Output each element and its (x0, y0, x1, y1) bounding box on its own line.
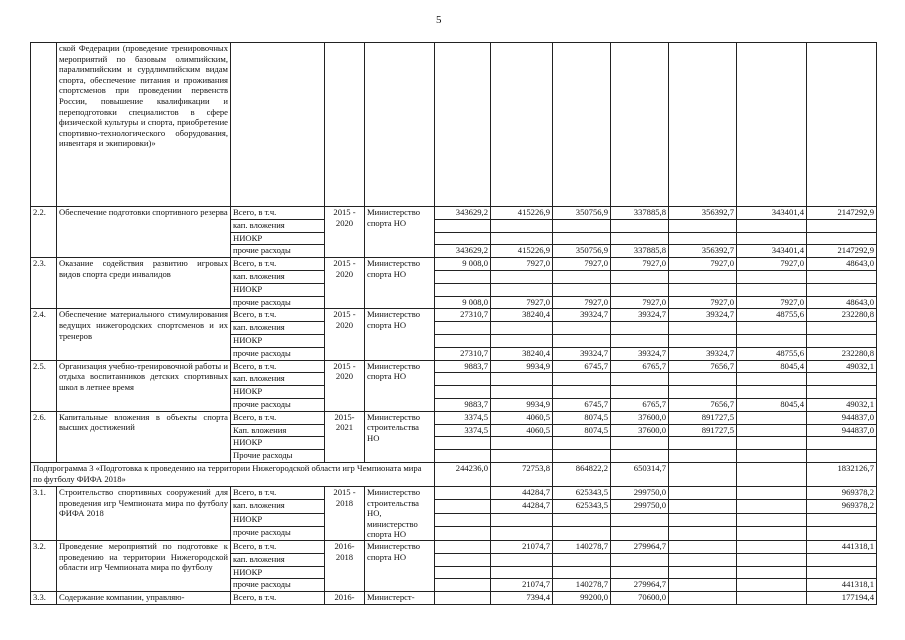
expense-type: кап. вложения (231, 553, 325, 566)
item-number: 2.6. (31, 411, 57, 462)
amount-cell: 8045,4 (737, 360, 807, 373)
amount-cell (669, 373, 737, 386)
amount-cell: 7927,0 (553, 258, 611, 271)
amount-cell (435, 437, 491, 450)
amount-cell: 48643,0 (807, 258, 877, 271)
item-executor: Министерство спорта НО (365, 540, 435, 591)
expense-type: прочие расходы (231, 398, 325, 411)
amount-cell: 8045,4 (737, 398, 807, 411)
amount-cell: 279964,7 (611, 540, 669, 553)
table-row (31, 360, 877, 373)
amount-cell (491, 566, 553, 579)
item-executor: Министерст- (365, 592, 435, 605)
amount-cell: 7927,0 (491, 258, 553, 271)
amount-cell (669, 232, 737, 245)
expense-type: Всего, в т.ч. (231, 411, 325, 424)
amount-cell: 441318,1 (807, 579, 877, 592)
amount-cell (611, 527, 669, 541)
amount-cell (737, 219, 807, 232)
amount-cell (807, 270, 877, 283)
amount-cell (491, 219, 553, 232)
amount-cell (491, 437, 553, 450)
table-row (31, 309, 877, 322)
amount-cell (553, 232, 611, 245)
expense-type: НИОКР (231, 334, 325, 347)
amount-cell (611, 566, 669, 579)
amount-cell: 49032,1 (807, 398, 877, 411)
item-executor: Министерство строительства НО (365, 411, 435, 462)
amount-cell (553, 513, 611, 526)
amount-cell: 27310,7 (435, 309, 491, 322)
amount-cell: 9 008,0 (435, 296, 491, 309)
amount-cell (435, 513, 491, 526)
amount-cell (669, 462, 737, 486)
amount-cell: 7927,0 (491, 296, 553, 309)
amount-cell: 70600,0 (611, 592, 669, 605)
expense-type: прочие расходы (231, 245, 325, 258)
amount-cell (737, 553, 807, 566)
amount-cell (807, 386, 877, 399)
amount-cell (737, 270, 807, 283)
amount-cell (553, 322, 611, 335)
item-number: 2.4. (31, 309, 57, 360)
amount-cell (669, 527, 737, 541)
amount-cell: 7394,4 (491, 592, 553, 605)
amount-cell: 8074,5 (553, 424, 611, 437)
expense-type: Кап. вложения (231, 424, 325, 437)
table-row (31, 592, 877, 605)
amount-cell (669, 486, 737, 499)
amount-cell: 441318,1 (807, 540, 877, 553)
expense-type: кап. вложения (231, 219, 325, 232)
expense-type: НИОКР (231, 232, 325, 245)
amount-cell (435, 486, 491, 499)
amount-cell (435, 270, 491, 283)
amount-cell (435, 450, 491, 463)
amount-cell (807, 566, 877, 579)
amount-cell (737, 592, 807, 605)
amount-cell (737, 373, 807, 386)
amount-cell (737, 386, 807, 399)
item-period: 2015 - 2020 (325, 360, 365, 411)
amount-cell (669, 579, 737, 592)
amount-cell (491, 386, 553, 399)
amount-cell: 337885,8 (611, 245, 669, 258)
amount-cell: 3374,5 (435, 411, 491, 424)
amount-cell (669, 500, 737, 513)
amount-cell: 944837,0 (807, 424, 877, 437)
program-table (30, 42, 877, 605)
amount-cell: 7656,7 (669, 360, 737, 373)
table-row (31, 258, 877, 271)
expense-type: кап. вложения (231, 373, 325, 386)
amount-cell (737, 527, 807, 541)
amount-cell (611, 513, 669, 526)
amount-cell: 39324,7 (669, 347, 737, 360)
item-number: 2.3. (31, 258, 57, 309)
amount-cell (807, 334, 877, 347)
expense-type: НИОКР (231, 283, 325, 296)
amount-cell: 969378,2 (807, 486, 877, 499)
amount-cell (553, 437, 611, 450)
amount-cell: 177194,4 (807, 592, 877, 605)
amount-cell (553, 219, 611, 232)
amount-cell: 9883,7 (435, 360, 491, 373)
expense-type: прочие расходы (231, 296, 325, 309)
amount-cell (737, 232, 807, 245)
item-period: 2015 - 2018 (325, 486, 365, 540)
amount-cell: 7927,0 (669, 258, 737, 271)
expense-type: НИОКР (231, 513, 325, 526)
amount-cell (737, 462, 807, 486)
amount-cell: 48755,6 (737, 347, 807, 360)
amount-cell (737, 424, 807, 437)
amount-cell: 9883,7 (435, 398, 491, 411)
expense-type: кап. вложения (231, 270, 325, 283)
table-row (31, 486, 877, 499)
amount-cell (669, 334, 737, 347)
amount-cell: 4060,5 (491, 411, 553, 424)
amount-cell (435, 283, 491, 296)
amount-cell (611, 386, 669, 399)
amount-cell: 9 008,0 (435, 258, 491, 271)
amount-cell (807, 219, 877, 232)
amount-cell (737, 540, 807, 553)
amount-cell: 9934,9 (491, 398, 553, 411)
amount-cell (737, 566, 807, 579)
amount-cell (807, 232, 877, 245)
subprogram-title: Подпрограмма 3 «Подготовка к проведению на территории Нижегородской области игр Чемпионата мира по футболу ФИФА 2018» (31, 462, 435, 486)
amount-cell: 140278,7 (553, 579, 611, 592)
amount-cell (553, 270, 611, 283)
amount-cell (435, 579, 491, 592)
amount-cell (611, 322, 669, 335)
amount-cell: 6745,7 (553, 360, 611, 373)
amount-cell (669, 270, 737, 283)
amount-cell: 969378,2 (807, 500, 877, 513)
amount-cell (491, 322, 553, 335)
amount-cell: 232280,8 (807, 347, 877, 360)
amount-cell (807, 553, 877, 566)
item-period: 2015 - 2020 (325, 207, 365, 258)
amount-cell (435, 334, 491, 347)
amount-cell: 3374,5 (435, 424, 491, 437)
expense-type: НИОКР (231, 566, 325, 579)
amount-cell (669, 553, 737, 566)
amount-cell (553, 553, 611, 566)
amount-cell: 39324,7 (611, 309, 669, 322)
amount-cell: 891727,5 (669, 424, 737, 437)
amount-cell (435, 540, 491, 553)
amount-cell: 650314,7 (611, 462, 669, 486)
amount-cell (435, 373, 491, 386)
amount-cell (553, 566, 611, 579)
amount-cell: 72753,8 (491, 462, 553, 486)
table-row (31, 540, 877, 553)
item-period: 2016-2018 (325, 540, 365, 591)
amount-cell: 356392,7 (669, 245, 737, 258)
amount-cell: 38240,4 (491, 347, 553, 360)
amount-cell (737, 486, 807, 499)
amount-cell (435, 553, 491, 566)
amount-cell: 343401,4 (737, 207, 807, 220)
amount-cell: 8074,5 (553, 411, 611, 424)
amount-cell (435, 322, 491, 335)
amount-cell: 350756,9 (553, 245, 611, 258)
amount-cell (807, 373, 877, 386)
amount-cell (669, 283, 737, 296)
amount-cell (491, 527, 553, 541)
item-number: 3.2. (31, 540, 57, 591)
amount-cell (807, 437, 877, 450)
table-body (31, 43, 877, 605)
amount-cell: 7927,0 (611, 258, 669, 271)
amount-cell (807, 527, 877, 541)
expense-type: Всего, в т.ч. (231, 540, 325, 553)
amount-cell (491, 334, 553, 347)
amount-cell: 6765,7 (611, 360, 669, 373)
amount-cell: 244236,0 (435, 462, 491, 486)
amount-cell (491, 283, 553, 296)
amount-cell: 21074,7 (491, 579, 553, 592)
amount-cell: 140278,7 (553, 540, 611, 553)
amount-cell (807, 322, 877, 335)
amount-cell: 44284,7 (491, 486, 553, 499)
amount-cell (435, 500, 491, 513)
amount-cell: 299750,0 (611, 500, 669, 513)
item-number: 3.3. (31, 592, 57, 605)
item-name: Оказание содействия развитию игровых видов спорта среди инвалидов (57, 258, 231, 309)
amount-cell: 4060,5 (491, 424, 553, 437)
amount-cell: 343629,2 (435, 245, 491, 258)
amount-cell: 7927,0 (737, 258, 807, 271)
amount-cell: 48755,6 (737, 309, 807, 322)
item-name: Организация учебно-тренировочной работы и отдыха воспитанников детских спортивных школ в летнее время (57, 360, 231, 411)
item-name: Обеспечение подготовки спортивного резерва (57, 207, 231, 258)
amount-cell (669, 513, 737, 526)
amount-cell (737, 334, 807, 347)
amount-cell: 48643,0 (807, 296, 877, 309)
amount-cell: 39324,7 (553, 309, 611, 322)
amount-cell (491, 553, 553, 566)
amount-cell: 7927,0 (611, 296, 669, 309)
amount-cell (435, 232, 491, 245)
expense-type: Прочие расходы (231, 450, 325, 463)
amount-cell: 415226,9 (491, 207, 553, 220)
amount-cell: 37600,0 (611, 411, 669, 424)
item-name: Капитальные вложения в объекты спорта высших достижений (57, 411, 231, 462)
amount-cell: 27310,7 (435, 347, 491, 360)
amount-cell (491, 232, 553, 245)
amount-cell (435, 527, 491, 541)
amount-cell: 9934,9 (491, 360, 553, 373)
item-period: 2016- (325, 592, 365, 605)
amount-cell: 232280,8 (807, 309, 877, 322)
page-number: 5 (436, 14, 442, 26)
amount-cell (553, 283, 611, 296)
amount-cell: 7656,7 (669, 398, 737, 411)
expense-type: прочие расходы (231, 527, 325, 541)
amount-cell (611, 334, 669, 347)
amount-cell: 7927,0 (737, 296, 807, 309)
expense-type: прочие расходы (231, 579, 325, 592)
amount-cell: 864822,2 (553, 462, 611, 486)
amount-cell (435, 592, 491, 605)
amount-cell (669, 540, 737, 553)
item-executor: Министерство спорта НО (365, 207, 435, 258)
amount-cell: 39324,7 (611, 347, 669, 360)
amount-cell (491, 513, 553, 526)
amount-cell (807, 513, 877, 526)
amount-cell (737, 411, 807, 424)
amount-cell (611, 553, 669, 566)
amount-cell (669, 322, 737, 335)
expense-type: Всего, в т.ч. (231, 309, 325, 322)
intro-text: ской Федерации (проведение тренировочных мероприятий по базовым олимпийским, паралимпийским и сурдлимпийским видам спорта, обеспечение питания и проживания спортсменов при проведении первенств России, повышение квалификации и переподготовки специалистов в сфере физической культуры и спорта, приобретение спортивно-технологического оборудования, инвентаря и экипировки)» (57, 43, 231, 207)
item-executor: Министерство спорта НО (365, 309, 435, 360)
amount-cell (669, 450, 737, 463)
table-row (31, 207, 877, 220)
item-period: 2015 - 2020 (325, 258, 365, 309)
expense-type: Всего, в т.ч. (231, 486, 325, 499)
expense-type: Всего, в т.ч. (231, 592, 325, 605)
amount-cell: 350756,9 (553, 207, 611, 220)
amount-cell (553, 373, 611, 386)
item-number: 3.1. (31, 486, 57, 540)
amount-cell (553, 450, 611, 463)
amount-cell (737, 283, 807, 296)
amount-cell: 337885,8 (611, 207, 669, 220)
table-row (31, 462, 877, 486)
expense-type: прочие расходы (231, 347, 325, 360)
item-name: Содержание компании, управляю- (57, 592, 231, 605)
amount-cell (611, 437, 669, 450)
amount-cell: 356392,7 (669, 207, 737, 220)
amount-cell: 38240,4 (491, 309, 553, 322)
amount-cell (669, 386, 737, 399)
amount-cell (669, 566, 737, 579)
amount-cell: 37600,0 (611, 424, 669, 437)
item-number: 2.2. (31, 207, 57, 258)
amount-cell (669, 219, 737, 232)
amount-cell: 7927,0 (553, 296, 611, 309)
amount-cell: 49032,1 (807, 360, 877, 373)
amount-cell: 415226,9 (491, 245, 553, 258)
amount-cell (553, 334, 611, 347)
item-name: Проведение мероприятий по подготовке к проведению на территории Нижегородской области игр Чемпионата мира по футболу (57, 540, 231, 591)
amount-cell (737, 579, 807, 592)
amount-cell (435, 386, 491, 399)
amount-cell: 299750,0 (611, 486, 669, 499)
amount-cell: 343629,2 (435, 207, 491, 220)
amount-cell (491, 450, 553, 463)
amount-cell: 44284,7 (491, 500, 553, 513)
amount-cell (435, 219, 491, 232)
item-name: Обеспечение материального стимулирования ведущих нижегородских спортсменов и их тренеров (57, 309, 231, 360)
amount-cell (737, 450, 807, 463)
amount-cell (737, 513, 807, 526)
amount-cell (669, 437, 737, 450)
amount-cell (611, 219, 669, 232)
expense-type: НИОКР (231, 437, 325, 450)
amount-cell (807, 283, 877, 296)
amount-cell (611, 283, 669, 296)
item-period: 2015 - 2020 (325, 309, 365, 360)
amount-cell: 21074,7 (491, 540, 553, 553)
item-number: 2.5. (31, 360, 57, 411)
amount-cell: 2147292,9 (807, 207, 877, 220)
item-executor: Министерство строительства НО, министерство спорта НО (365, 486, 435, 540)
amount-cell (491, 373, 553, 386)
amount-cell (611, 373, 669, 386)
amount-cell (553, 386, 611, 399)
expense-type: кап. вложения (231, 500, 325, 513)
amount-cell (611, 232, 669, 245)
expense-type: Всего, в т.ч. (231, 207, 325, 220)
amount-cell: 7927,0 (669, 296, 737, 309)
amount-cell (553, 527, 611, 541)
item-name: Строительство спортивных сооружений для проведения игр Чемпионата мира по футболу ФИФА 2018 (57, 486, 231, 540)
amount-cell: 39324,7 (669, 309, 737, 322)
amount-cell: 944837,0 (807, 411, 877, 424)
amount-cell (737, 437, 807, 450)
amount-cell: 625343,5 (553, 500, 611, 513)
amount-cell: 39324,7 (553, 347, 611, 360)
amount-cell (669, 592, 737, 605)
amount-cell: 6745,7 (553, 398, 611, 411)
amount-cell: 1832126,7 (807, 462, 877, 486)
amount-cell: 6765,7 (611, 398, 669, 411)
amount-cell: 891727,5 (669, 411, 737, 424)
amount-cell (435, 566, 491, 579)
item-executor: Министерство спорта НО (365, 258, 435, 309)
amount-cell (807, 450, 877, 463)
amount-cell (737, 322, 807, 335)
item-period: 2015-2021 (325, 411, 365, 462)
item-executor: Министерство спорта НО (365, 360, 435, 411)
amount-cell: 2147292,9 (807, 245, 877, 258)
amount-cell: 343401,4 (737, 245, 807, 258)
expense-type: кап. вложения (231, 322, 325, 335)
amount-cell (611, 270, 669, 283)
amount-cell (491, 270, 553, 283)
amount-cell: 99200,0 (553, 592, 611, 605)
amount-cell (737, 500, 807, 513)
amount-cell (611, 450, 669, 463)
expense-type: Всего, в т.ч. (231, 258, 325, 271)
expense-type: Всего, в т.ч. (231, 360, 325, 373)
table-row (31, 43, 877, 207)
amount-cell: 625343,5 (553, 486, 611, 499)
amount-cell: 279964,7 (611, 579, 669, 592)
expense-type: НИОКР (231, 386, 325, 399)
table-row (31, 411, 877, 424)
